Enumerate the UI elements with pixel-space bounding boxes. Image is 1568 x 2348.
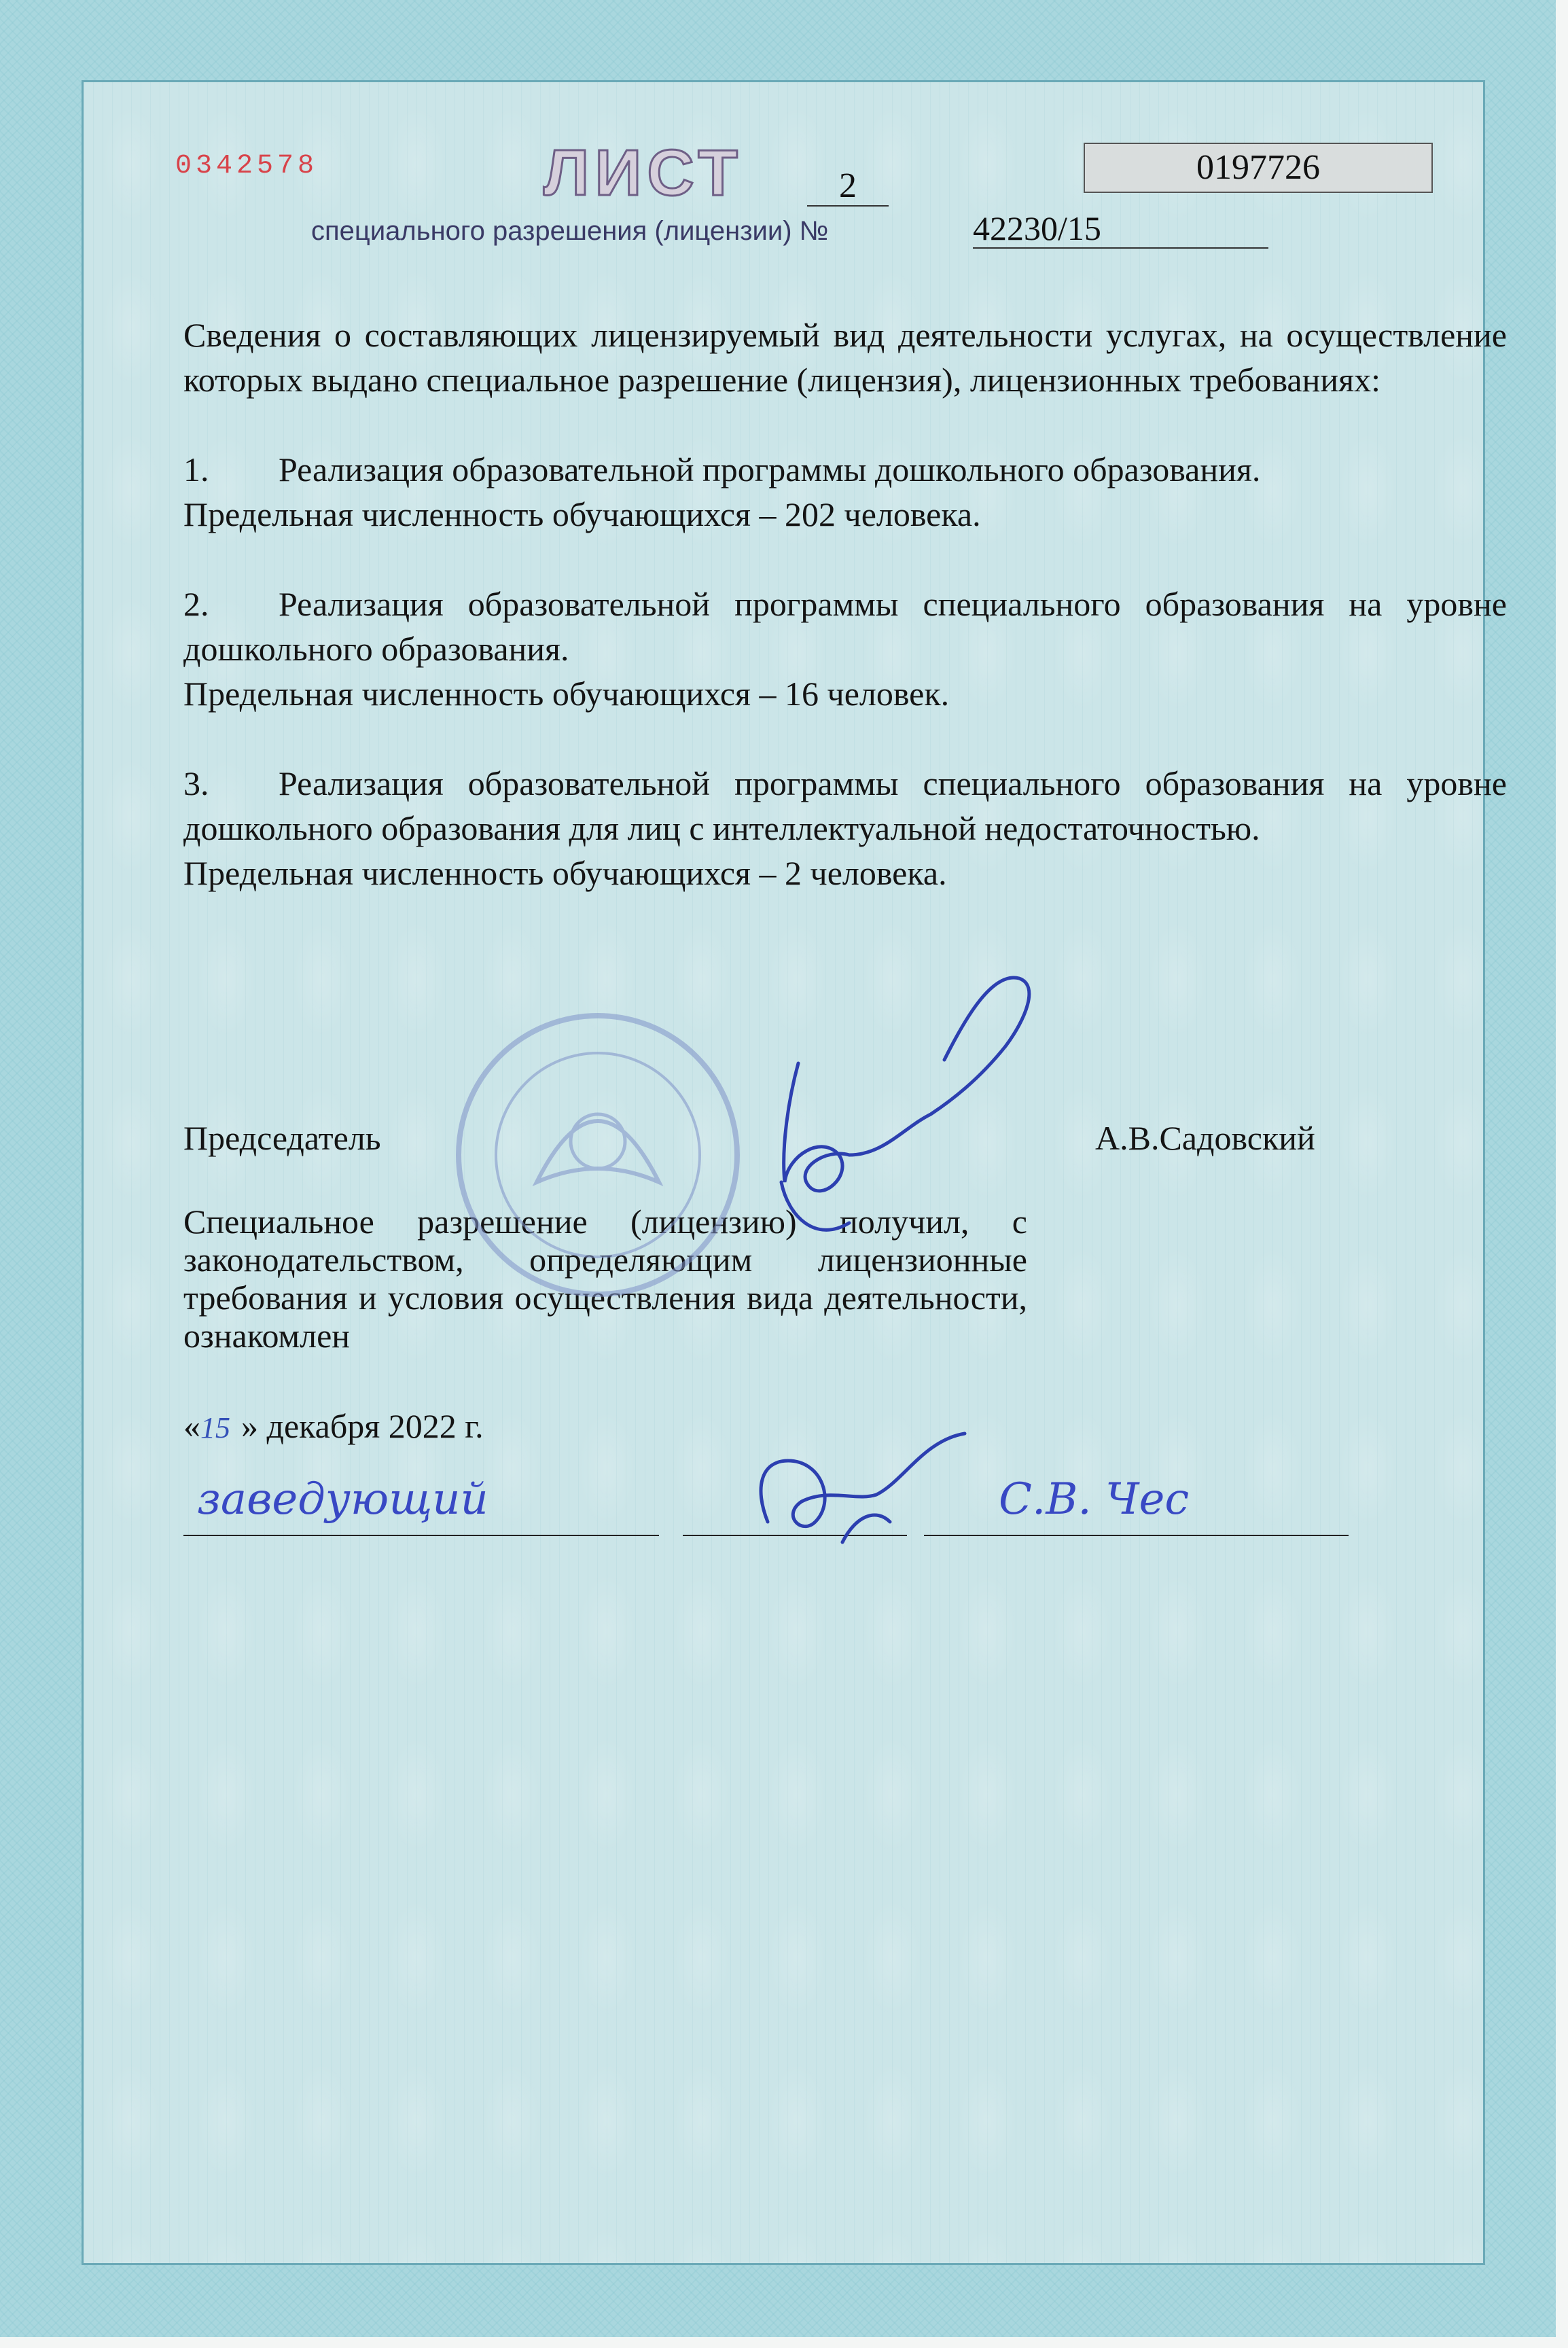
handwritten-position: заведующий (197, 1474, 488, 1525)
serial-number: 0342578 (175, 151, 319, 181)
item-limit: Предельная численность обучающихся – 2 человека. (183, 854, 947, 892)
registration-number-box: 0197726 (1084, 143, 1433, 193)
acknowledgement-text: Специальное разрешение (лицензию) получил, с законодательством, определяющим лицензионные требования и условия осуществления вида деятельности, ознакомлен (183, 1203, 1027, 1355)
item-limit: Предельная численность обучающихся – 16 человек. (183, 675, 950, 713)
chair-name: А.В.Садовский (1095, 1119, 1315, 1157)
date-rest: » декабря 2022 г. (241, 1407, 484, 1445)
subtitle: специального разрешения (лицензии) № (311, 216, 829, 246)
chair-signature-icon (781, 978, 1029, 1230)
recipient-signature-icon (761, 1434, 965, 1542)
item-number: 2. (183, 585, 209, 623)
official-seal-icon (459, 1016, 737, 1294)
item-number: 1. (183, 450, 209, 488)
item-limit: Предельная численность обучающихся – 202 человека. (183, 495, 981, 533)
sheet-title: ЛИСТ (544, 137, 743, 209)
sheet-number: 2 (807, 167, 889, 207)
date-day-handwritten: 15 (200, 1411, 230, 1444)
license-number: 42230/15 (973, 209, 1268, 249)
item-text: Реализация образовательной программы дошкольного образования. (279, 450, 1261, 488)
chair-title: Председатель (183, 1119, 381, 1157)
item-text: Реализация образовательной программы специального образования на уровне дошкольного образования. (183, 585, 1507, 668)
date-open-quote: « (183, 1407, 200, 1445)
item-text: Реализация образовательной программы специального образования на уровне дошкольного образования для лиц с интеллектуальной недостаточностью. (183, 764, 1507, 847)
handwritten-name: С.В. Чес (999, 1474, 1190, 1525)
item-number: 3. (183, 764, 209, 802)
intro-paragraph: Сведения о составляющих лицензируемый вид деятельности услугах, на осуществление которых выдано специальное разрешение (лицензия), лицензионных требованиях: (183, 316, 1507, 399)
